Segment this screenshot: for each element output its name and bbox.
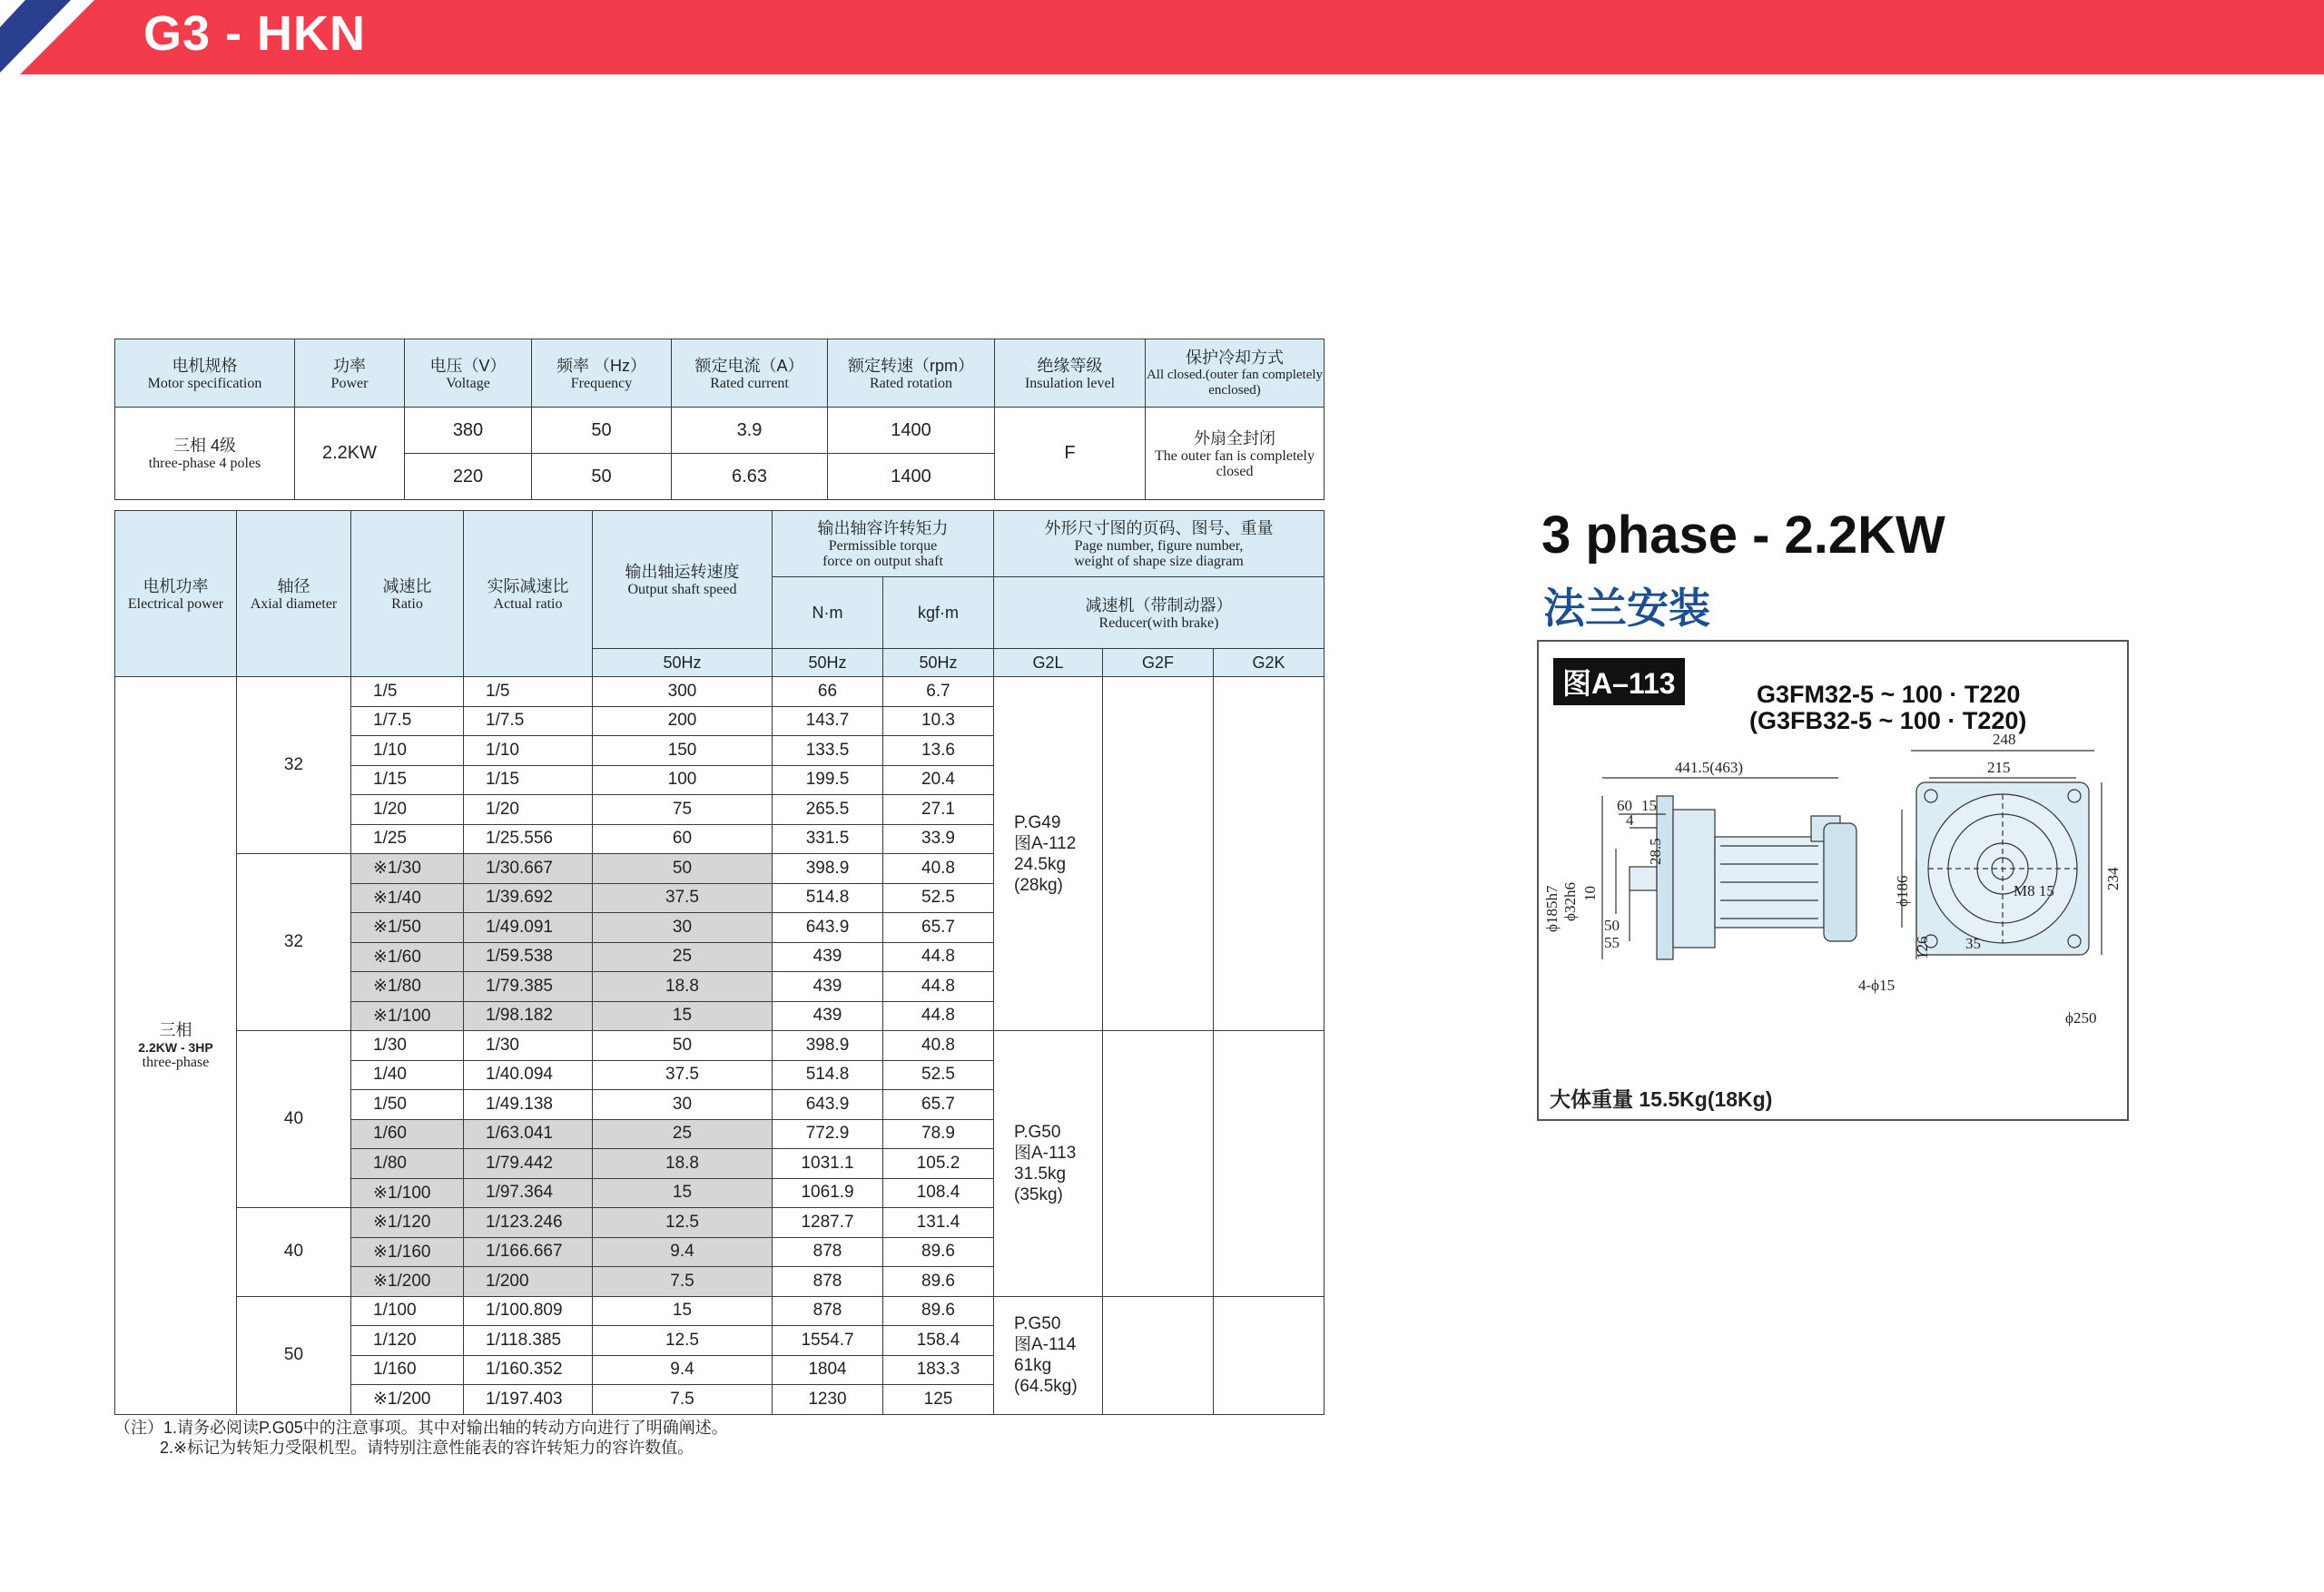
torque-kgfm-cell: 44.8 xyxy=(883,1001,994,1031)
spec-header-cell: 绝缘等级 Insulation level xyxy=(995,339,1146,408)
dim-248: 248 xyxy=(1993,731,2016,748)
speed-cell: 7.5 xyxy=(593,1267,773,1297)
g2k-cell xyxy=(1214,1031,1324,1297)
torque-nm-cell: 643.9 xyxy=(773,913,883,943)
torque-kgfm-cell: 6.7 xyxy=(883,677,994,707)
speed-cell: 15 xyxy=(593,1296,773,1326)
speed-cell: 100 xyxy=(593,765,773,795)
speed-cell: 30 xyxy=(593,913,773,943)
torque-nm-cell: 143.7 xyxy=(773,706,883,736)
speed-cell: 300 xyxy=(593,677,773,707)
ratio-cell: 1/80 xyxy=(351,1149,464,1179)
torque-kgfm-cell: 183.3 xyxy=(883,1355,994,1385)
ratio-cell: 1/10 xyxy=(351,736,464,766)
torque-kgfm-cell: 40.8 xyxy=(883,854,994,884)
torque-kgfm-cell: 13.6 xyxy=(883,736,994,766)
spec-header-cell: 额定转速（rpm） Rated rotation xyxy=(828,339,995,408)
torque-kgfm-cell: 44.8 xyxy=(883,972,994,1002)
spec-row xyxy=(115,408,1324,454)
header-ratio: 减速比 Ratio xyxy=(351,511,464,677)
torque-kgfm-cell: 52.5 xyxy=(883,1060,994,1090)
torque-kgfm-cell: 27.1 xyxy=(883,795,994,825)
torque-kgfm-cell: 33.9 xyxy=(883,824,994,854)
motor-spec-table xyxy=(114,339,1324,500)
torque-nm-cell: 878 xyxy=(773,1296,883,1326)
ratio-cell: 1/5 xyxy=(351,677,464,707)
torque-kgfm-cell: 65.7 xyxy=(883,913,994,943)
dim-35: 35 xyxy=(1965,935,1981,952)
speed-cell: 60 xyxy=(593,824,773,854)
model-line-2: (G3FB32-5 ~ 100 · T220) xyxy=(1749,707,2027,734)
actual-ratio-cell: 1/10 xyxy=(464,736,593,766)
g2f-cell xyxy=(1103,1296,1214,1414)
ratio-cell: ※1/100 xyxy=(351,1001,464,1031)
spec-header-cell: 保护冷却方式 All closed.(outer fan completely enclosed) xyxy=(1146,339,1324,408)
axial-cell: 32 xyxy=(237,854,351,1031)
torque-nm-cell: 398.9 xyxy=(773,854,883,884)
actual-ratio-cell: 1/39.692 xyxy=(464,883,593,913)
speed-cell: 75 xyxy=(593,795,773,825)
dim-215: 215 xyxy=(1987,759,2011,776)
actual-ratio-cell: 1/197.403 xyxy=(464,1385,593,1415)
torque-nm-cell: 1230 xyxy=(773,1385,883,1415)
ratio-cell: 1/15 xyxy=(351,765,464,795)
actual-ratio-cell: 1/123.246 xyxy=(464,1208,593,1238)
header-axial: 轴径 Axial diameter xyxy=(237,511,351,677)
performance-table xyxy=(114,510,1324,1415)
actual-ratio-cell: 1/98.182 xyxy=(464,1001,593,1031)
header-g2k: G2K xyxy=(1214,649,1324,677)
ratio-cell: ※1/120 xyxy=(351,1208,464,1238)
torque-kgfm-cell: 105.2 xyxy=(883,1149,994,1179)
header-banner xyxy=(0,0,2324,74)
torque-nm-cell: 1287.7 xyxy=(773,1208,883,1238)
rotation-cell: 1400 xyxy=(828,408,995,454)
torque-kgfm-cell: 10.3 xyxy=(883,706,994,736)
dim-phi185: ϕ185h7 xyxy=(1543,885,1561,932)
cooling-cell: 外扇全封闭 The outer fan is completely closed xyxy=(1146,408,1324,500)
ratio-cell: 1/7.5 xyxy=(351,706,464,736)
torque-nm-cell: 514.8 xyxy=(773,883,883,913)
ratio-cell: 1/40 xyxy=(351,1060,464,1090)
ratio-cell: 1/160 xyxy=(351,1355,464,1385)
spec-header-cell: 频率 （Hz） Frequency xyxy=(532,339,672,408)
torque-nm-cell: 331.5 xyxy=(773,824,883,854)
dim-4: 4 xyxy=(1626,811,1634,829)
power-cell: 2.2KW xyxy=(295,408,405,500)
ratio-cell: ※1/30 xyxy=(351,854,464,884)
insulation-cell: F xyxy=(995,408,1146,500)
header-actual-ratio: 实际减速比 Actual ratio xyxy=(464,511,593,677)
ratio-cell: 1/60 xyxy=(351,1119,464,1149)
actual-ratio-cell: 1/79.442 xyxy=(464,1149,593,1179)
g2f-cell xyxy=(1103,1031,1214,1297)
header-g2l: G2L xyxy=(994,649,1103,677)
torque-nm-cell: 878 xyxy=(773,1267,883,1297)
speed-cell: 18.8 xyxy=(593,972,773,1002)
actual-ratio-cell: 1/118.385 xyxy=(464,1326,593,1356)
dim-126: 126 xyxy=(1914,936,1931,959)
actual-ratio-cell: 1/79.385 xyxy=(464,972,593,1002)
actual-ratio-cell: 1/25.556 xyxy=(464,824,593,854)
actual-ratio-cell: 1/49.138 xyxy=(464,1090,593,1120)
header-page: 外形尺寸图的页码、图号、重量 Page number, figure number, weight of shape size diagram xyxy=(994,511,1324,577)
torque-nm-cell: 439 xyxy=(773,972,883,1002)
ratio-cell: ※1/40 xyxy=(351,883,464,913)
actual-ratio-cell: 1/200 xyxy=(464,1267,593,1297)
section-subtitle: 3 phase - 2.2KW xyxy=(1541,506,1945,565)
actual-ratio-cell: 1/30.667 xyxy=(464,854,593,884)
spec-header-cell: 电压（V） Voltage xyxy=(405,339,532,408)
torque-kgfm-cell: 40.8 xyxy=(883,1031,994,1061)
header-torque: 输出轴容许转矩力 Permissible torque force on output shaft xyxy=(773,511,994,577)
torque-nm-cell: 772.9 xyxy=(773,1119,883,1149)
model-line-1: G3FM32-5 ~ 100 · T220 xyxy=(1757,681,2021,708)
speed-cell: 18.8 xyxy=(593,1149,773,1179)
torque-kgfm-cell: 108.4 xyxy=(883,1178,994,1208)
voltage-cell: 380 xyxy=(405,408,532,454)
dim-holes: 4-ϕ15 xyxy=(1858,977,1896,994)
axial-cell: 40 xyxy=(237,1208,351,1297)
actual-ratio-cell: 1/5 xyxy=(464,677,593,707)
page-title: G3 - HKN xyxy=(143,6,367,61)
ratio-cell: 1/20 xyxy=(351,795,464,825)
table-row xyxy=(115,1031,1324,1061)
torque-nm-cell: 643.9 xyxy=(773,1090,883,1120)
dim-phi250: ϕ250 xyxy=(2065,1009,2097,1027)
torque-nm-cell: 199.5 xyxy=(773,765,883,795)
ratio-cell: ※1/80 xyxy=(351,972,464,1002)
dim-60: 60 xyxy=(1617,797,1632,814)
ratio-cell: ※1/160 xyxy=(351,1237,464,1267)
voltage-cell: 220 xyxy=(405,454,532,500)
speed-cell: 12.5 xyxy=(593,1208,773,1238)
motor-spec-cell: 三相 4级 three-phase 4 poles xyxy=(115,408,295,500)
speed-cell: 7.5 xyxy=(593,1385,773,1415)
speed-cell: 37.5 xyxy=(593,883,773,913)
speed-cell: 25 xyxy=(593,942,773,972)
actual-ratio-cell: 1/15 xyxy=(464,765,593,795)
actual-ratio-cell: 1/97.364 xyxy=(464,1178,593,1208)
dim-m8: M8 15 xyxy=(2014,882,2054,899)
frequency-cell: 50 xyxy=(532,454,672,500)
torque-nm-cell: 878 xyxy=(773,1237,883,1267)
torque-nm-cell: 439 xyxy=(773,1001,883,1031)
actual-ratio-cell: 1/160.352 xyxy=(464,1355,593,1385)
torque-nm-cell: 265.5 xyxy=(773,795,883,825)
ratio-cell: 1/100 xyxy=(351,1296,464,1326)
actual-ratio-cell: 1/40.094 xyxy=(464,1060,593,1090)
header-g2f: G2F xyxy=(1103,649,1214,677)
speed-cell: 37.5 xyxy=(593,1060,773,1090)
ratio-cell: 1/30 xyxy=(351,1031,464,1061)
header-hz: 50Hz xyxy=(593,649,773,677)
actual-ratio-cell: 1/20 xyxy=(464,795,593,825)
spec-header-cell: 电机规格 Motor specification xyxy=(115,339,295,408)
spec-header-cell: 功率 Power xyxy=(295,339,405,408)
frequency-cell: 50 xyxy=(532,408,672,454)
table-row xyxy=(115,1296,1324,1326)
torque-kgfm-cell: 20.4 xyxy=(883,765,994,795)
header-kgfm: kgf·m xyxy=(883,577,994,649)
actual-ratio-cell: 1/166.667 xyxy=(464,1237,593,1267)
approx-weight: 大体重量 15.5Kg(18Kg) xyxy=(1550,1087,1773,1111)
speed-cell: 15 xyxy=(593,1001,773,1031)
torque-nm-cell: 66 xyxy=(773,677,883,707)
dim-10: 10 xyxy=(1581,886,1599,901)
ratio-cell: ※1/200 xyxy=(351,1267,464,1297)
dim-28: 28.5 xyxy=(1647,838,1664,865)
dim-phi32: ϕ32h6 xyxy=(1561,882,1579,921)
ratio-cell: ※1/200 xyxy=(351,1385,464,1415)
torque-nm-cell: 133.5 xyxy=(773,736,883,766)
axial-cell: 50 xyxy=(237,1296,351,1414)
install-type-label: 法兰安装 xyxy=(1543,585,1710,632)
dimension-figure xyxy=(1537,640,2129,1121)
speed-cell: 25 xyxy=(593,1119,773,1149)
spec-header-cell: 额定电流（A） Rated current xyxy=(672,339,828,408)
ratio-cell: 1/25 xyxy=(351,824,464,854)
torque-nm-cell: 1554.7 xyxy=(773,1326,883,1356)
torque-kgfm-cell: 65.7 xyxy=(883,1090,994,1120)
dim-234: 234 xyxy=(2104,867,2122,890)
g2k-cell xyxy=(1214,677,1324,1031)
banner-corner-stripe xyxy=(0,0,109,74)
footnote-1: （注）1.请务必阅读P.G05中的注意事项。其中对输出轴的转动方向进行了明确阐述。 xyxy=(114,1419,728,1437)
ratio-cell: ※1/50 xyxy=(351,913,464,943)
footnote-2: 2.※标记为转矩力受限机型。请特别注意性能表的容许转矩力的容许数值。 xyxy=(160,1439,694,1457)
torque-kgfm-cell: 89.6 xyxy=(883,1296,994,1326)
ratio-cell: ※1/100 xyxy=(351,1178,464,1208)
torque-nm-cell: 439 xyxy=(773,942,883,972)
torque-nm-cell: 1031.1 xyxy=(773,1149,883,1179)
g2l-ref-cell: P.G50 图A-113 31.5kg (35kg) xyxy=(994,1031,1103,1297)
actual-ratio-cell: 1/63.041 xyxy=(464,1119,593,1149)
perf-header-row xyxy=(115,511,1324,577)
speed-cell: 9.4 xyxy=(593,1237,773,1267)
current-cell: 3.9 xyxy=(672,408,828,454)
figure-label: 图A–113 xyxy=(1553,658,1685,705)
speed-cell: 200 xyxy=(593,706,773,736)
torque-nm-cell: 398.9 xyxy=(773,1031,883,1061)
speed-cell: 50 xyxy=(593,854,773,884)
torque-kgfm-cell: 131.4 xyxy=(883,1208,994,1238)
speed-cell: 9.4 xyxy=(593,1355,773,1385)
header-speed: 输出轴运转速度 Output shaft speed xyxy=(593,511,773,649)
torque-kgfm-cell: 44.8 xyxy=(883,942,994,972)
actual-ratio-cell: 1/59.538 xyxy=(464,942,593,972)
power-cell: 三相 2.2KW - 3HP three-phase xyxy=(115,677,237,1415)
speed-cell: 150 xyxy=(593,736,773,766)
header-reducer: 减速机（带制动器） Reducer(with brake) xyxy=(994,577,1324,649)
speed-cell: 50 xyxy=(593,1031,773,1061)
g2f-cell xyxy=(1103,677,1214,1031)
dim-length: 441.5(463) xyxy=(1675,759,1744,776)
table-row xyxy=(115,677,1324,707)
actual-ratio-cell: 1/30 xyxy=(464,1031,593,1061)
g2k-cell xyxy=(1214,1296,1324,1414)
rotation-cell: 1400 xyxy=(828,454,995,500)
torque-kgfm-cell: 89.6 xyxy=(883,1237,994,1267)
speed-cell: 30 xyxy=(593,1090,773,1120)
header-power: 电机功率 Electrical power xyxy=(115,511,237,677)
actual-ratio-cell: 1/7.5 xyxy=(464,706,593,736)
ratio-cell: 1/120 xyxy=(351,1326,464,1356)
current-cell: 6.63 xyxy=(672,454,828,500)
header-hz: 50Hz xyxy=(773,649,883,677)
torque-kgfm-cell: 158.4 xyxy=(883,1326,994,1356)
torque-kgfm-cell: 52.5 xyxy=(883,883,994,913)
ratio-cell: 1/50 xyxy=(351,1090,464,1120)
axial-cell: 32 xyxy=(237,677,351,854)
torque-kgfm-cell: 89.6 xyxy=(883,1267,994,1297)
speed-cell: 15 xyxy=(593,1178,773,1208)
torque-kgfm-cell: 125 xyxy=(883,1385,994,1415)
dim-55: 55 xyxy=(1604,934,1620,951)
ratio-cell: ※1/60 xyxy=(351,942,464,972)
torque-nm-cell: 1804 xyxy=(773,1355,883,1385)
dim-phi186: ϕ186 xyxy=(1894,875,1911,907)
spec-header-row xyxy=(115,339,1324,408)
dim-50: 50 xyxy=(1604,917,1620,934)
torque-kgfm-cell: 78.9 xyxy=(883,1119,994,1149)
axial-cell: 40 xyxy=(237,1031,351,1208)
header-nm: N·m xyxy=(773,577,883,649)
torque-nm-cell: 1061.9 xyxy=(773,1178,883,1208)
actual-ratio-cell: 1/100.809 xyxy=(464,1296,593,1326)
actual-ratio-cell: 1/49.091 xyxy=(464,913,593,943)
g2l-ref-cell: P.G49 图A-112 24.5kg (28kg) xyxy=(994,677,1103,1031)
g2l-ref-cell: P.G50 图A-114 61kg (64.5kg) xyxy=(994,1296,1103,1414)
dim-15: 15 xyxy=(1641,797,1657,814)
speed-cell: 12.5 xyxy=(593,1326,773,1356)
header-hz: 50Hz xyxy=(883,649,994,677)
torque-nm-cell: 514.8 xyxy=(773,1060,883,1090)
footnotes xyxy=(114,1418,728,1458)
